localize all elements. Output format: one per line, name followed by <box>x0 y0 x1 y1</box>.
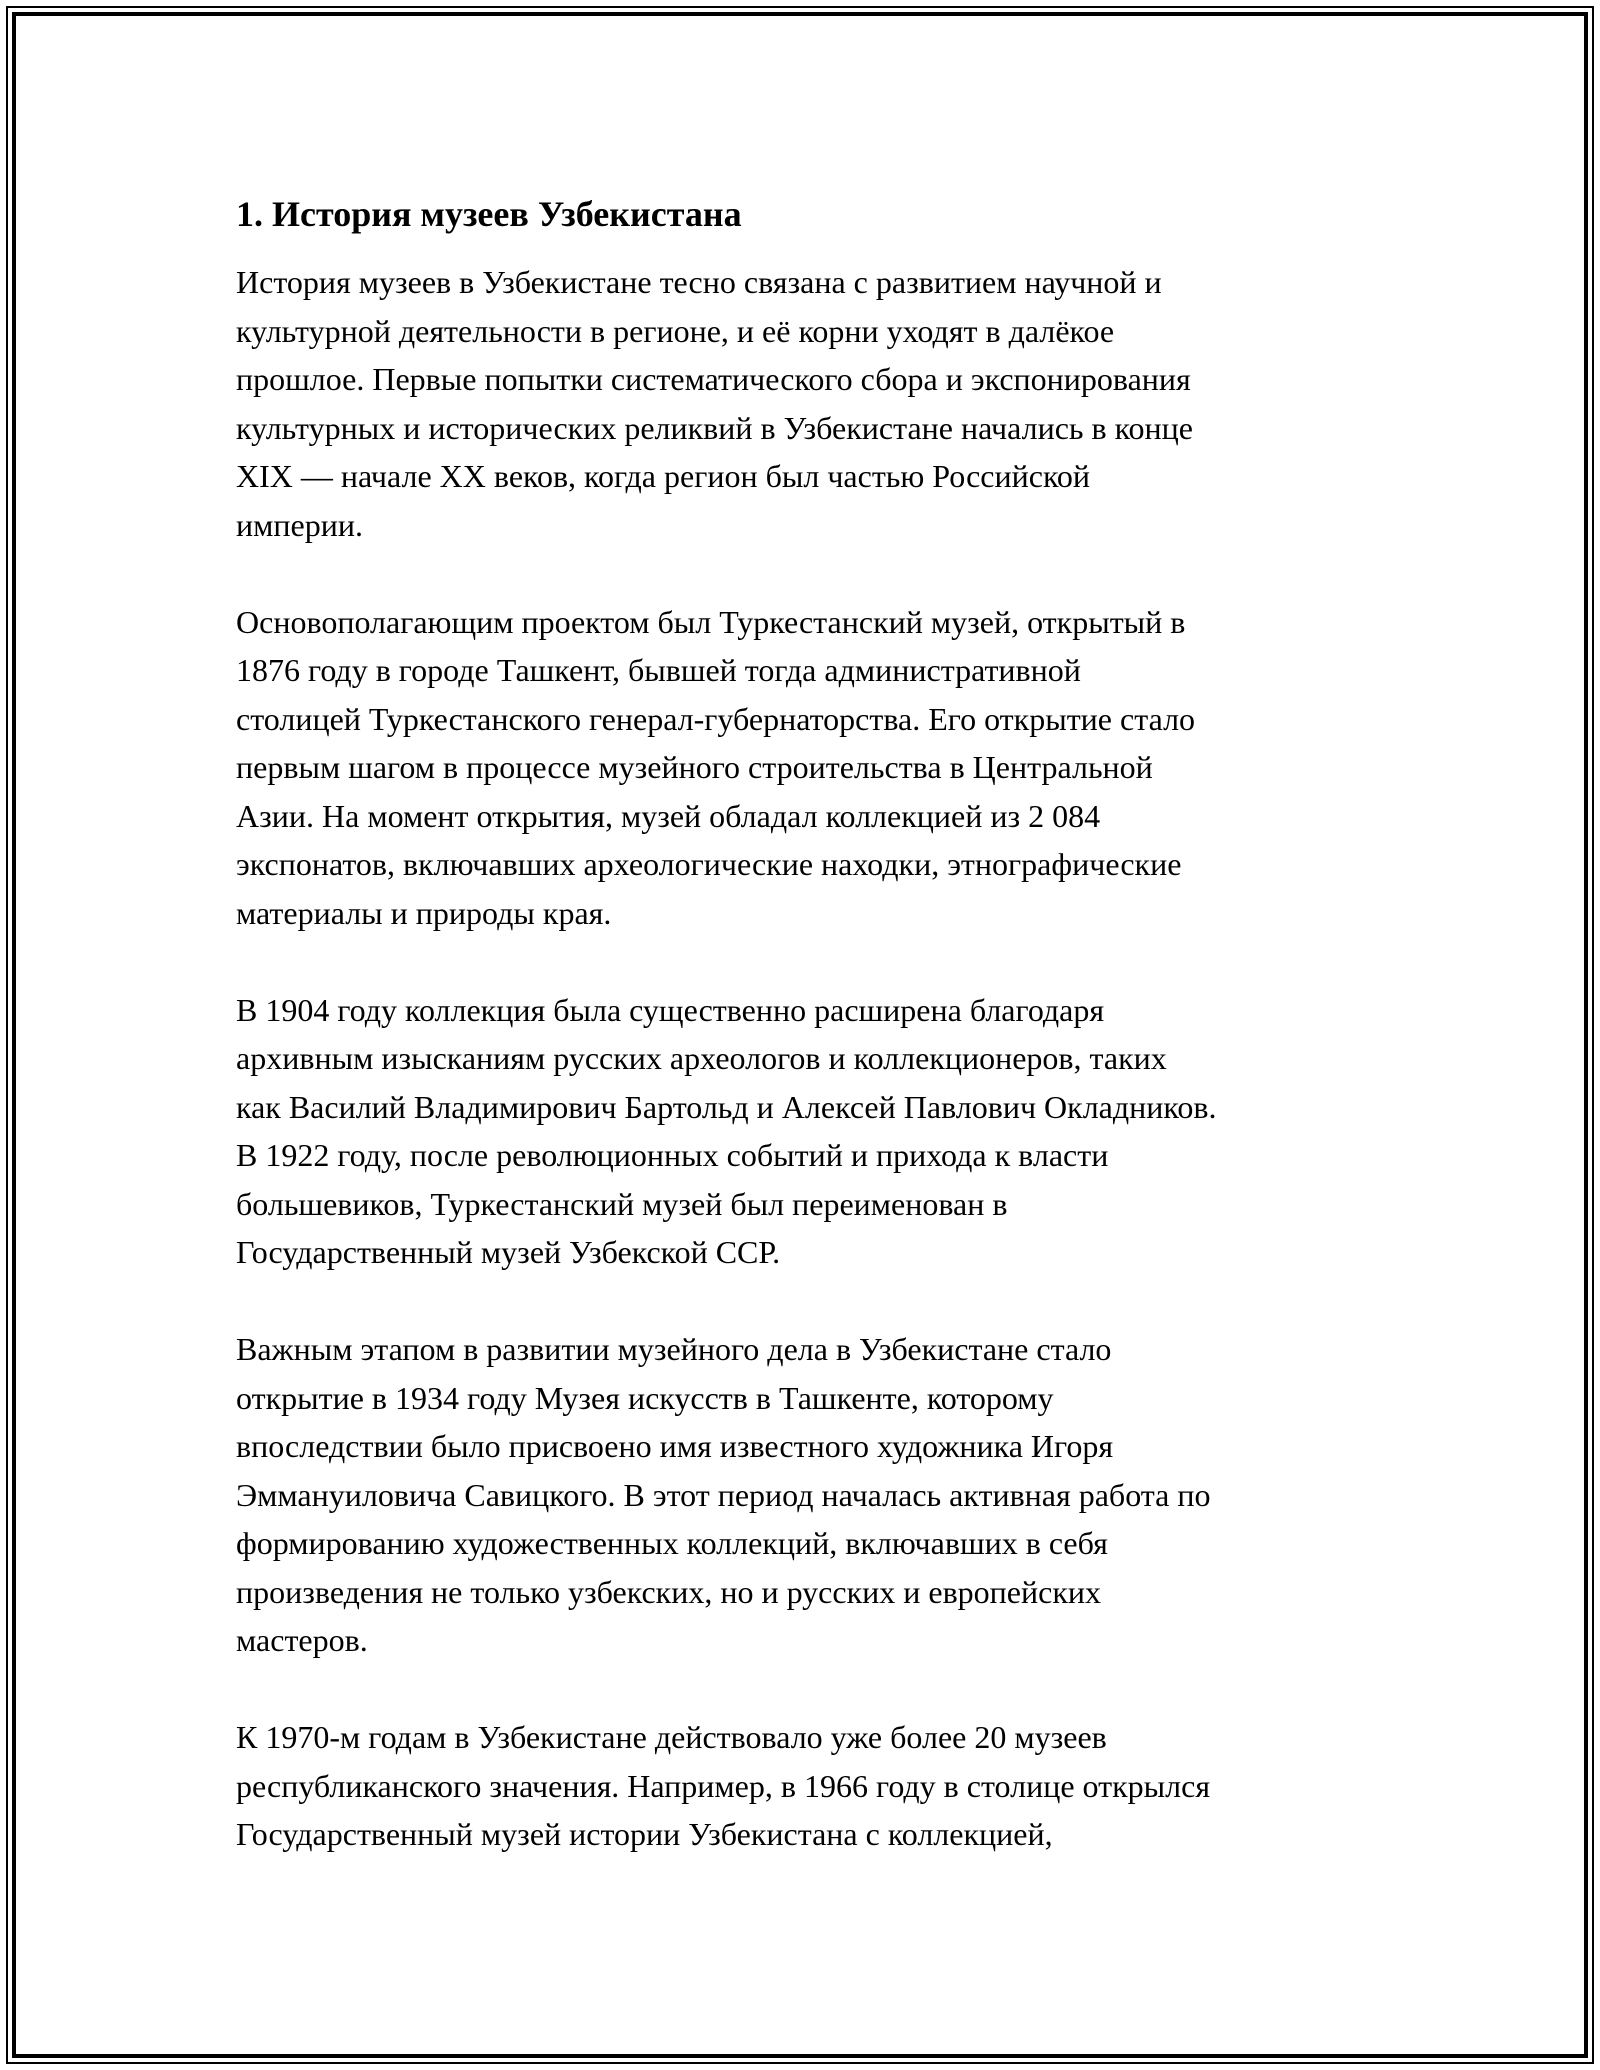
section-heading: 1. История музеев Узбекистана <box>236 194 742 234</box>
text-line: Государственный музей Узбекской ССР. <box>236 1234 781 1270</box>
text-line: материалы и природы края. <box>236 894 612 931</box>
text-line: мастеров. <box>236 1622 368 1658</box>
text-line: открытие в 1934 году Музея искусств в Ташкенте, которому <box>236 1379 1054 1416</box>
text-line: столицей Туркестанского генерал-губернаторства. Его открытие стало <box>236 700 1196 737</box>
text-line: впоследствии было присвоено имя известного художника Игоря <box>236 1428 1114 1464</box>
text-line: первым шагом в процессе музейного строительства в Центральной <box>236 749 1153 785</box>
text-line: Важным этапом в развитии музейного дела в Узбекистане стало <box>236 1331 1112 1367</box>
document-body <box>236 190 1396 1907</box>
paragraph-4 <box>236 1325 1396 1665</box>
text-line: экспонатов, включавших археологические находки, этнографические <box>236 846 1182 882</box>
text-line: Основополагающим проектом был Туркестанский музей, открытый в <box>236 603 1186 640</box>
text-line: прошлое. Первые попытки систематического сбора и экспонирования <box>236 361 1191 397</box>
text-line: В 1904 году коллекция была существенно расширена благодаря <box>236 991 1105 1028</box>
text-line: В 1922 году, после революционных событий и прихода к власти <box>236 1137 1109 1173</box>
text-line: XIX — начале XX веков, когда регион был частью Российской <box>236 458 1090 494</box>
paragraph-5 <box>236 1713 1396 1859</box>
text-line: 1876 году в городе Ташкент, бывшей тогда административной <box>236 652 1081 688</box>
text-line: Азии. На момент открытия, музей обладал коллекцией из 2 084 <box>236 797 1101 834</box>
text-line: большевиков, Туркестанский музей был переименован в <box>236 1185 1008 1222</box>
text-line: К 1970-м годам в Узбекистане действовало уже более 20 музеев <box>236 1719 1107 1755</box>
text-line: культурных и исторических реликвий в Узбекистане начались в конце <box>236 409 1193 446</box>
paragraph-1 <box>236 258 1396 549</box>
text-line: произведения не только узбекских, но и русских и европейских <box>236 1573 1101 1610</box>
text-line: Государственный музей истории Узбекистана с коллекцией, <box>236 1816 1053 1852</box>
paragraph-2 <box>236 598 1396 938</box>
text-line: формированию художественных коллекций, включавших в себя <box>236 1525 1108 1561</box>
text-line: культурной деятельности в регионе, и её корни уходят в далёкое <box>236 312 1115 349</box>
paragraph-3 <box>236 986 1396 1277</box>
text-line: как Василий Владимирович Бартольд и Алексей Павлович Окладников. <box>236 1088 1217 1125</box>
text-line: империи. <box>236 506 363 543</box>
text-line: архивным изысканиям русских археологов и коллекционеров, таких <box>236 1040 1167 1076</box>
text-line: История музеев в Узбекистане тесно связана с развитием научной и <box>236 264 1162 300</box>
text-line: республиканского значения. Например, в 1966 году в столице открылся <box>236 1767 1211 1804</box>
text-line: Эммануиловича Савицкого. В этот период началась активная работа по <box>236 1476 1211 1513</box>
